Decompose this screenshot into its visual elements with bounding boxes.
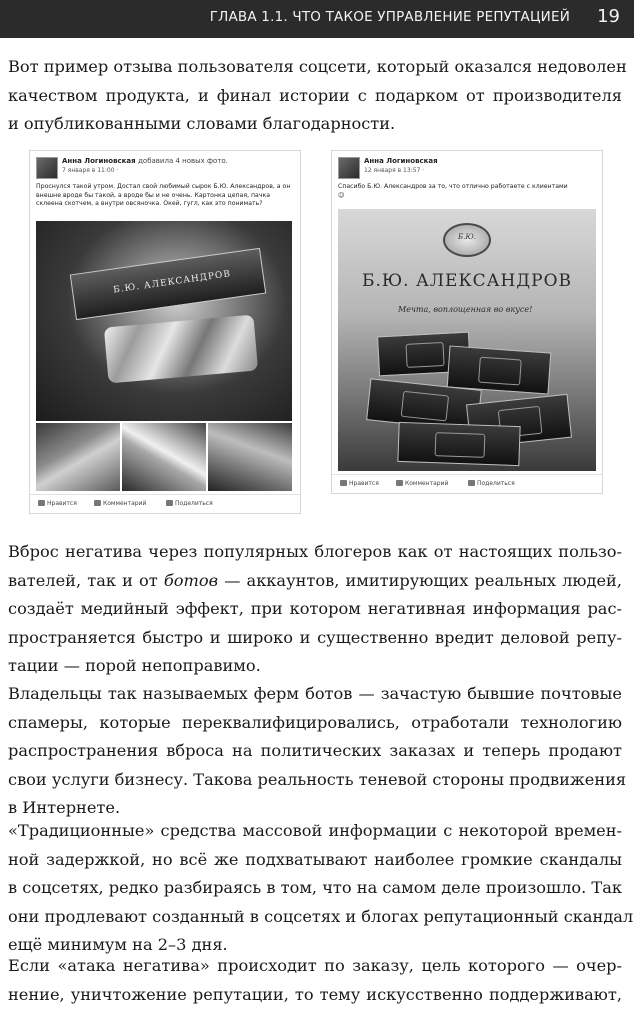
comment-label: Комментарий	[405, 480, 448, 487]
comment-button[interactable]	[94, 500, 146, 507]
emphasis-term: ботов	[164, 571, 218, 590]
text-span: — аккаунтов, имитирующих реальных людей,	[218, 571, 622, 590]
paragraph-attack	[8, 952, 622, 1009]
box-label: Б.Ю. АЛЕКСАНДРОВ	[113, 269, 232, 295]
author-name: Анна Логиновская	[62, 157, 136, 165]
like-button[interactable]	[340, 480, 379, 487]
avatar	[338, 157, 360, 179]
comment-icon	[396, 480, 403, 486]
comment-icon	[94, 500, 101, 506]
gift-box	[397, 422, 520, 466]
post-text-body: Спасибо Б.Ю. Александров за то, что отлично работаете с клиентами	[338, 183, 568, 190]
page-number: 19	[597, 6, 620, 27]
text-line: спамеры, которые переквалифицировались, отработали технологию	[8, 709, 622, 738]
post-date: 12 января в 13:57 ·	[364, 167, 424, 174]
emblem-label: Б.Ю.	[445, 233, 489, 241]
avatar	[36, 157, 58, 179]
post-author	[62, 157, 228, 165]
paragraph-bot-farms	[8, 680, 622, 823]
fb-post-complaint	[29, 150, 301, 514]
share-button[interactable]	[166, 500, 213, 507]
like-button[interactable]	[38, 500, 77, 507]
share-icon	[468, 480, 475, 486]
text-line: «Традиционные» средства массовой информации с некоторой времен-	[8, 817, 622, 846]
text-line	[8, 567, 622, 596]
text-line: Если «атака негатива» происходит по заказу, цель которого — очер-	[8, 952, 622, 981]
thumbnail-photo	[208, 423, 292, 491]
smile-icon: ☺	[338, 192, 344, 199]
running-header	[0, 0, 634, 38]
share-label: Поделиться	[477, 480, 515, 487]
text-line: распространения вброса на политических заказах и теперь продают	[8, 737, 622, 766]
share-icon	[166, 500, 173, 506]
post-text: Проснулся такой утром. Достал свой любимый сырок Б.Ю. Александров, а он внешне вроде бы такой, а вроде бы и не очень. Картонка цепая, пачка склеена скотчем, а внутри овсяночка. Окей, гугл, как это понимать?	[36, 183, 294, 209]
foil-wrapper	[104, 315, 258, 384]
thumbs-up-icon	[340, 480, 347, 486]
post-actions	[30, 494, 300, 513]
text-line: ной задержкой, но всё же подхватывают наиболее громкие скандалы	[8, 846, 622, 875]
intro-paragraph	[8, 53, 622, 139]
text-line: Вот пример отзыва пользователя соцсети, который оказался недоволен	[8, 53, 622, 82]
share-button[interactable]	[468, 480, 515, 487]
like-label: Нравится	[349, 480, 379, 487]
comment-button[interactable]	[396, 480, 448, 487]
product-box	[70, 248, 267, 320]
text-line: качеством продукта, и финал истории с подарком от производителя	[8, 82, 622, 111]
post-header	[36, 157, 294, 179]
text-line: тации — порой непоправимо.	[8, 652, 622, 681]
chocolate-photo-main	[36, 221, 292, 421]
brand-slogan: Мечта, воплощенная во вкусе!	[398, 305, 532, 314]
text-line: Вброс негатива через популярных блогеров как от настоящих пользо-	[8, 538, 622, 567]
gift-photo	[338, 209, 596, 471]
text-line: свои услуги бизнесу. Такова реальность теневой стороны продвижения	[8, 766, 622, 795]
paragraph-bots	[8, 538, 622, 681]
chapter-title: ГЛАВА 1.1. ЧТО ТАКОЕ УПРАВЛЕНИЕ РЕПУТАЦИЕЙ	[210, 9, 570, 25]
text-line: ещё минимум на 2–3 дня.	[8, 931, 622, 960]
paragraph-media	[8, 817, 622, 960]
text-line: Владельцы так называемых ферм ботов — зачастую бывшие почтовые	[8, 680, 622, 709]
like-label: Нравится	[47, 500, 77, 507]
text-line: пространяется быстро и широко и существенно вредит деловой репу-	[8, 624, 622, 653]
text-line: в соцсетях, редко разбираясь в том, что на самом деле произошло. Так	[8, 874, 622, 903]
post-actions	[332, 474, 602, 493]
text-line: создаёт медийный эффект, при котором негативная информация рас-	[8, 595, 622, 624]
text-line: и опубликованными словами благодарности.	[8, 110, 622, 139]
fb-post-thanks	[331, 150, 603, 494]
post-date: 7 января в 11:00 ·	[62, 167, 118, 174]
post-action: добавила 4 новых фото.	[138, 157, 228, 165]
post-text	[338, 183, 596, 200]
text-line: в Интернете.	[8, 794, 622, 823]
text-line: они продлевают созданный в соцсетях и блогах репутационный скандал	[8, 903, 622, 932]
brand-name: Б.Ю. АЛЕКСАНДРОВ	[346, 271, 588, 291]
brand-emblem	[443, 223, 491, 257]
post-header	[338, 157, 596, 179]
text-span: вателей, так и от	[8, 571, 164, 590]
comment-label: Комментарий	[103, 500, 146, 507]
share-label: Поделиться	[175, 500, 213, 507]
thumbs-up-icon	[38, 500, 45, 506]
thumbnail-photo	[122, 423, 206, 491]
thumbnail-photo	[36, 423, 120, 491]
text-line: нение, уничтожение репутации, то тему искусственно поддерживают,	[8, 981, 622, 1009]
post-author: Анна Логиновская	[364, 157, 438, 165]
